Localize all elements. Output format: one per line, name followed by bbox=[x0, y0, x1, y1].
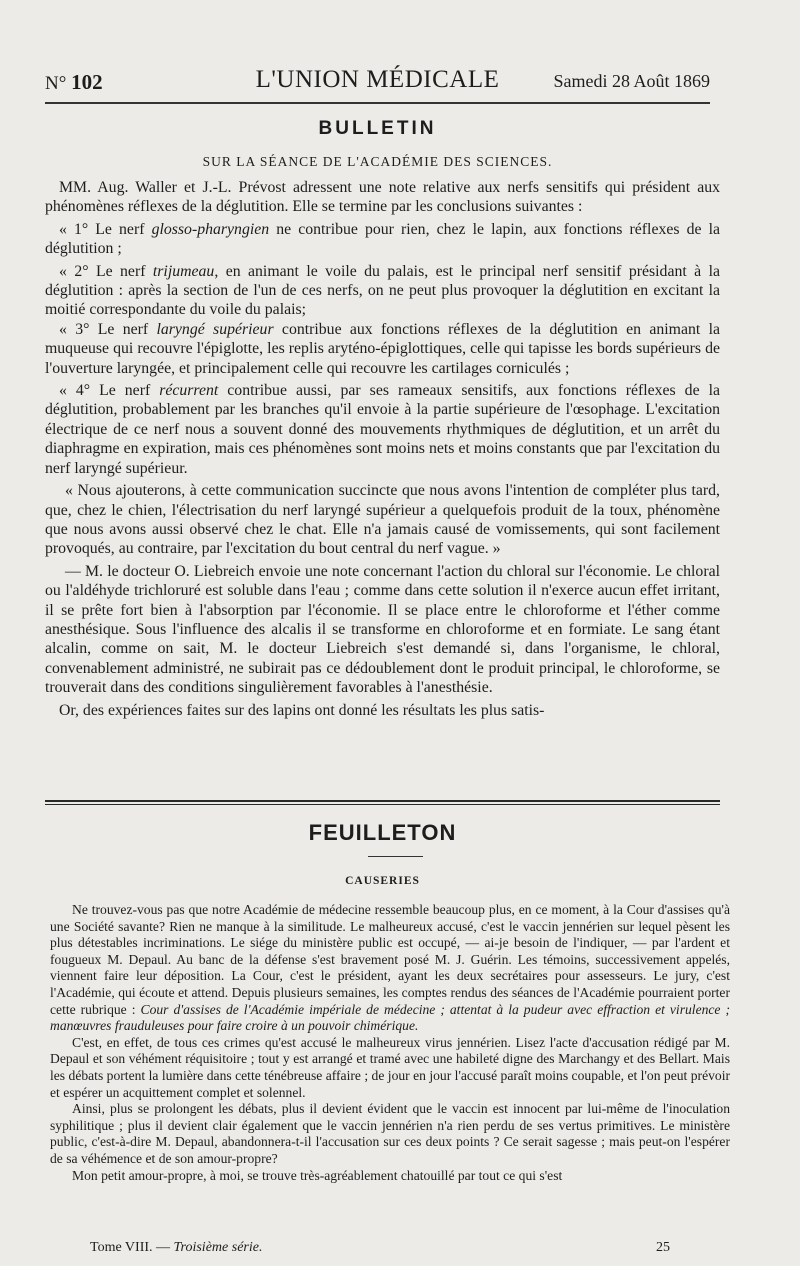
running-header bbox=[45, 66, 710, 98]
article-paragraph: « 1° Le nerf glosso-pharyngien ne contribue pour rien, chez le lapin, aux fonctions réflexes de la déglutition ; bbox=[45, 220, 720, 258]
article-paragraph: MM. Aug. Waller et J.-L. Prévost adressent une note relative aux nerfs sensitifs qui président aux phénomènes réflexes de la déglutition. Elle se termine par les conclusions suivantes : bbox=[45, 179, 720, 216]
bulletin-title: BULLETIN bbox=[318, 118, 437, 139]
section-double-rule bbox=[45, 804, 720, 805]
article-paragraph: « 3° Le nerf laryngé supérieur contribue aux fonctions réflexes de la déglutition en animant la muqueuse qui recouvre l'épiglotte, les replis aryténo-épiglottiques, celle qui tapisse les bords supérieurs de l'ouverture laryngée, et principalement celle qui recouvre les cartilages corniculés ; bbox=[45, 320, 720, 377]
article-paragraph: — M. le docteur O. Liebreich envoie une note concernant l'action du chloral sur l'économie. Le chloral ou l'aldéhyde trichloruré est soluble dans l'eau ; comme dans cette solution il n'exerce aucun effet irritant, il se prête fort bien à l'absorption par l'économie. Il se place entre le chloroforme et l'éther comme anesthésique. Sous l'influence des alcalis il se transforme en chloroforme et en formiate. Le sang étant alcalin, comme on sait, M. le docteur Liebreich s'est demandé si, dans l'organisme, le chloral, convenablement administré, ne subirait pas ce dédoublement dont le produit principal, le chloroforme, se trouverait dans des conditions singulièrement favorables à l'anesthésie. bbox=[45, 562, 720, 697]
feuilleton-paragraph: C'est, en effet, de tous ces crimes qu'est accusé le malheureux virus jennérien. Lisez l'acte d'accusation rédigé par M. Depaul et son véhément réquisitoire ; tout y est arrangé et tramé avec une habileté digne des Marchangy et des Bellart. Mais les débats portent la lumière dans cette ténébreuse affaire ; de jour en jour l'accusé paraît moins coupable, et l'on peut prévoir et espérer un acquittement complet et solennel. bbox=[50, 1034, 730, 1100]
title-underline bbox=[368, 856, 423, 857]
article-paragraph: « 4° Le nerf récurrent contribue aussi, par ses rameaux sensitifs, aux fonctions réflexes de la déglutition, probablement par les branches qu'il envoie à la partie supérieure de l'œsophage. L'excitation électrique de ce nerf nous a souvent donné des mouvements rhythmiques de déglutition, et un arrêt du diaphragme en expiration, mais ces phénomènes sont moins nets et moins constants que par l'excitation du nerf laryngé supérieur. bbox=[45, 382, 720, 477]
feuilleton-paragraph: Ne trouvez-vous pas que notre Académie de médecine ressemble beaucoup plus, en ce moment, à la Cour d'assises qu'à une Société savante? Rien ne manque à la similitude. Le malheureux accusé, c'est le vaccin jennérien sur lequel pèsent les plus détestables incriminations. Le siége du ministère public est occupé, — ai-je besoin de l'indiquer, — par l'ardent et fougueux M. Depaul. Au banc de la défense s'est bravement posé M. J. Guérin. Les témoins, successivement appelés, viennent faire leur déposition. La Cour, c'est le président, ayant les deux secrétaires pour assesseurs. Le jury, c'est l'Académie, qui écoute et attend. Depuis plusieurs semaines, les comptes rendus des séances de l'Académie pourraient porter cette rubrique : Cour d'assises de l'Académie impériale de médecine ; attentat à la pudeur avec effraction et virulence ; manœuvres frauduleuses pour faire croire à un pouvoir chimérique. bbox=[50, 902, 730, 1034]
journal-title: L'UNION MÉDICALE bbox=[255, 66, 500, 93]
volume-info: Tome VIII. — Troisième série. bbox=[90, 1240, 263, 1255]
article-paragraph: « Nous ajouterons, à cette communication succincte que nous avons l'intention de compléter plus tard, que, chez le chien, l'électrisation du nerf laryngé supérieur a quelquefois produit de la toux, phénomène que nous avons aussi observé chez le chat. Elle n'a jamais causé de vomissements, qui sont facilement provoqués, au contraire, par l'excitation du bout central du nerf vague. » bbox=[45, 482, 720, 558]
feuilleton-paragraph: Mon petit amour-propre, à moi, se trouve très-agréablement chatouillé par tout ce qui s'est bbox=[72, 1167, 563, 1183]
bulletin-subtitle: SUR LA SÉANCE DE L'ACADÉMIE DES SCIENCES. bbox=[202, 154, 553, 169]
section-double-rule bbox=[45, 800, 720, 802]
article-paragraph: « 2° Le nerf trijumeau, en animant le voile du palais, est le principal nerf sensitif présidant à la déglutition : après la section de l'un de ces nerfs, on ne peut plus provoquer la déglutition en excitant la moitié correspondante du voile du palais; bbox=[45, 262, 720, 319]
feuilleton-title: FEUILLETON bbox=[308, 820, 457, 845]
feuilleton-paragraph: Ainsi, plus se prolongent les débats, plus il devient évident que le vaccin est innocent par lui-même de l'inoculation syphilitique ; plus il devient clair également que le vaccin jennérien n'a rien perdu de ses vertus primitives. Le ministère public, c'est-à-dire M. Depaul, abandonnera-t-il l'accusation sur ces deux points ? Ce serait sagesse ; mais peut-on l'espérer de sa véhémence et de son amour-propre? bbox=[50, 1101, 730, 1166]
feuilleton-text bbox=[50, 902, 730, 1184]
bulletin-heading bbox=[45, 118, 710, 170]
header-rule bbox=[45, 102, 710, 104]
issue-date: Samedi 28 Août 1869 bbox=[553, 71, 710, 91]
bulletin-article bbox=[45, 178, 720, 720]
article-paragraph: Or, des expériences faites sur des lapins ont donné les résultats les plus satis- bbox=[59, 701, 545, 719]
section-title: CAUSERIES bbox=[345, 875, 420, 887]
issue-number: N° 102 bbox=[45, 70, 103, 94]
page-number: 25 bbox=[656, 1240, 670, 1255]
